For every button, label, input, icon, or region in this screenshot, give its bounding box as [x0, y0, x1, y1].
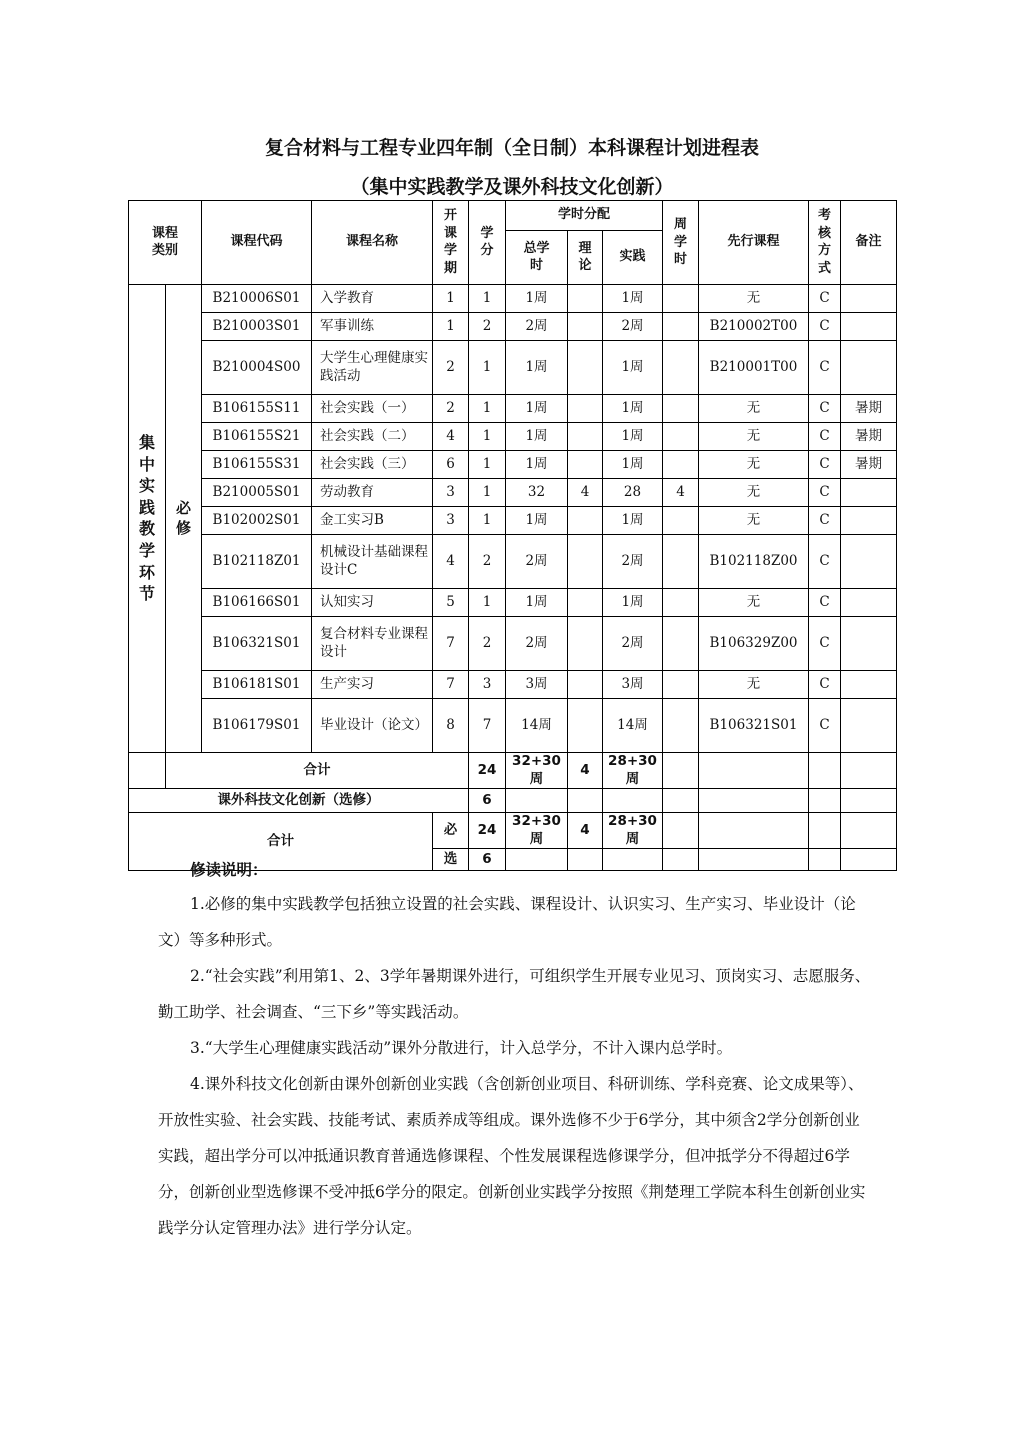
course-code-cell: B106155S21: [202, 423, 312, 451]
total-hours-cell: 1周: [506, 341, 568, 395]
remark-cell: [841, 341, 897, 395]
course-name-cell: 金工实习B: [312, 507, 433, 535]
course-code-cell: B106181S01: [202, 671, 312, 699]
header-weekly-hours: 周学时: [663, 201, 699, 285]
table-row: [129, 451, 897, 479]
theory-hours-cell: [568, 313, 603, 341]
weekly-hours-cell: [663, 423, 699, 451]
exam-method-cell: C: [809, 341, 841, 395]
practice-hours-cell: 2周: [603, 313, 663, 341]
credit-cell: 7: [469, 699, 506, 753]
theory-hours-cell: [568, 341, 603, 395]
practice-hours-cell: 2周: [603, 535, 663, 589]
course-code-cell: B106155S11: [202, 395, 312, 423]
header-practice: 实践: [603, 231, 663, 285]
subtotal-total: 32+30周: [506, 753, 568, 789]
exam-method-cell: C: [809, 617, 841, 671]
theory-hours-cell: [568, 507, 603, 535]
exam-method-cell: C: [809, 423, 841, 451]
total-hours-cell: 32: [506, 479, 568, 507]
course-name-cell: 入学教育: [312, 285, 433, 313]
credit-cell: 1: [469, 423, 506, 451]
table-row: [129, 671, 897, 699]
course-name-cell: 认知实习: [312, 589, 433, 617]
practice-hours-cell: 1周: [603, 423, 663, 451]
exam-method-cell: C: [809, 395, 841, 423]
prerequisite-cell: 无: [699, 479, 809, 507]
practice-hours-cell: 1周: [603, 341, 663, 395]
remark-cell: 暑期: [841, 423, 897, 451]
total-hours-cell: 2周: [506, 313, 568, 341]
semester-cell: 5: [433, 589, 469, 617]
credit-cell: 1: [469, 395, 506, 423]
semester-cell: 2: [433, 341, 469, 395]
note-item: 3.“大学生心理健康实践活动”课外分散进行，计入总学分，不计入课内总学时。: [190, 1039, 733, 1057]
notes-title: 修读说明：: [190, 861, 268, 879]
header-theory: 理论: [568, 231, 603, 285]
remark-cell: [841, 617, 897, 671]
grand-opt-credit: 6: [469, 849, 506, 871]
semester-cell: 3: [433, 507, 469, 535]
table-row: [129, 423, 897, 451]
exam-method-cell: C: [809, 313, 841, 341]
weekly-hours-cell: [663, 507, 699, 535]
theory-hours-cell: [568, 535, 603, 589]
credit-cell: 2: [469, 313, 506, 341]
practice-hours-cell: 1周: [603, 285, 663, 313]
practice-hours-cell: 14周: [603, 699, 663, 753]
course-code-cell: B106155S31: [202, 451, 312, 479]
header-semester: 开课学期: [433, 201, 469, 285]
weekly-hours-cell: [663, 451, 699, 479]
table-row: [129, 285, 897, 313]
total-hours-cell: 1周: [506, 395, 568, 423]
category-main-cell: 集中实践教学环节: [129, 285, 166, 753]
note-item: 1.必修的集中实践教学包括独立设置的社会实践、课程设计、认识实习、生产实习、毕业设计（论文）等多种形式。: [158, 895, 856, 949]
total-hours-cell: 1周: [506, 451, 568, 479]
course-name-cell: 复合材料专业课程设计: [312, 617, 433, 671]
extra-curricular-row: [129, 789, 897, 813]
document-subtitle: （集中实践教学及课外科技文化创新）: [350, 176, 674, 198]
exam-method-cell: C: [809, 451, 841, 479]
credit-cell: 3: [469, 671, 506, 699]
semester-cell: 7: [433, 617, 469, 671]
notes-body: [158, 886, 872, 1246]
course-code-cell: B106179S01: [202, 699, 312, 753]
prerequisite-cell: B106329Z00: [699, 617, 809, 671]
course-plan-table: [128, 200, 897, 871]
theory-hours-cell: [568, 395, 603, 423]
practice-hours-cell: 1周: [603, 589, 663, 617]
subtotal-theory: 4: [568, 753, 603, 789]
semester-cell: 2: [433, 395, 469, 423]
extra-credit: 6: [469, 789, 506, 813]
course-code-cell: B102002S01: [202, 507, 312, 535]
credit-cell: 2: [469, 535, 506, 589]
theory-hours-cell: [568, 617, 603, 671]
total-hours-cell: 3周: [506, 671, 568, 699]
exam-method-cell: C: [809, 589, 841, 617]
semester-cell: 4: [433, 423, 469, 451]
practice-hours-cell: 28: [603, 479, 663, 507]
semester-cell: 1: [433, 285, 469, 313]
theory-hours-cell: [568, 423, 603, 451]
note-item: 2.“社会实践”利用第1、2、3学年暑期课外进行，可组织学生开展专业见习、顶岗实习、志愿服务、勤工助学、社会调查、“三下乡”等实践活动。: [158, 967, 871, 1021]
theory-hours-cell: [568, 671, 603, 699]
credit-cell: 1: [469, 451, 506, 479]
prerequisite-cell: B106321S01: [699, 699, 809, 753]
semester-cell: 8: [433, 699, 469, 753]
prerequisite-cell: B210001T00: [699, 341, 809, 395]
course-name-cell: 社会实践（二）: [312, 423, 433, 451]
subtotal-credit: 24: [469, 753, 506, 789]
header-prereq: 先行课程: [699, 201, 809, 285]
credit-cell: 1: [469, 589, 506, 617]
remark-cell: [841, 313, 897, 341]
remark-cell: 暑期: [841, 395, 897, 423]
exam-method-cell: C: [809, 535, 841, 589]
grand-total-label: 合计: [129, 813, 433, 871]
practice-hours-cell: 1周: [603, 451, 663, 479]
prerequisite-cell: 无: [699, 423, 809, 451]
prerequisite-cell: 无: [699, 671, 809, 699]
weekly-hours-cell: [663, 341, 699, 395]
grand-req-total: 32+30周: [506, 813, 568, 849]
table-row: [129, 617, 897, 671]
header-category: 课程类别: [129, 201, 202, 285]
grand-total-required-row: [129, 813, 897, 849]
semester-cell: 1: [433, 313, 469, 341]
course-name-cell: 军事训练: [312, 313, 433, 341]
remark-cell: [841, 671, 897, 699]
semester-cell: 6: [433, 451, 469, 479]
note-item: 4.课外科技文化创新由课外创新创业实践（含创新创业项目、科研训练、学科竞赛、论文成果等）、开放性实验、社会实践、技能考试、素质养成等组成。课外选修不少于6学分，其中须含2学分创新创业实践，超出学分可以冲抵通识教育普通选修课程、个性发展课程选修课学分，但冲抵学分不得超过6学分，创新创业型选修课不受冲抵6学分的限定。创新创业实践学分按照《荆楚理工学院本科生创新创业实践学分认定管理办法》进行学分认定。: [158, 1075, 866, 1237]
prerequisite-cell: B210002T00: [699, 313, 809, 341]
header-remark: 备注: [841, 201, 897, 285]
theory-hours-cell: 4: [568, 479, 603, 507]
course-name-cell: 毕业设计（论文）: [312, 699, 433, 753]
table-row: [129, 589, 897, 617]
prerequisite-cell: 无: [699, 395, 809, 423]
table-row: [129, 507, 897, 535]
weekly-hours-cell: [663, 535, 699, 589]
exam-method-cell: C: [809, 507, 841, 535]
prerequisite-cell: 无: [699, 507, 809, 535]
grand-req-theory: 4: [568, 813, 603, 849]
prerequisite-cell: 无: [699, 589, 809, 617]
exam-method-cell: C: [809, 699, 841, 753]
course-code-cell: B102118Z01: [202, 535, 312, 589]
total-hours-cell: 2周: [506, 535, 568, 589]
header-code: 课程代码: [202, 201, 312, 285]
remark-cell: [841, 285, 897, 313]
header-exam: 考核方式: [809, 201, 841, 285]
practice-hours-cell: 1周: [603, 395, 663, 423]
extra-label: 课外科技文化创新（选修）: [129, 789, 469, 813]
credit-cell: 1: [469, 507, 506, 535]
theory-hours-cell: [568, 451, 603, 479]
course-code-cell: B210005S01: [202, 479, 312, 507]
course-code-cell: B210004S00: [202, 341, 312, 395]
table-body: [129, 201, 897, 871]
weekly-hours-cell: [663, 285, 699, 313]
document-title: 复合材料与工程专业四年制（全日制）本科课程计划进程表: [264, 137, 759, 159]
practice-hours-cell: 3周: [603, 671, 663, 699]
course-name-cell: 生产实习: [312, 671, 433, 699]
header-total-hours: 总学时: [506, 231, 568, 285]
prerequisite-cell: 无: [699, 285, 809, 313]
table-row: [129, 535, 897, 589]
course-name-cell: 社会实践（一）: [312, 395, 433, 423]
theory-hours-cell: [568, 285, 603, 313]
theory-hours-cell: [568, 589, 603, 617]
credit-cell: 2: [469, 617, 506, 671]
prerequisite-cell: 无: [699, 451, 809, 479]
grand-req-label: 必: [433, 813, 469, 849]
table-row: [129, 395, 897, 423]
course-name-cell: 大学生心理健康实践活动: [312, 341, 433, 395]
grand-req-practice: 28+30周: [603, 813, 663, 849]
header-credit: 学分: [469, 201, 506, 285]
total-hours-cell: 14周: [506, 699, 568, 753]
theory-hours-cell: [568, 699, 603, 753]
header-hours-group: 学时分配: [506, 201, 663, 231]
weekly-hours-cell: [663, 589, 699, 617]
remark-cell: [841, 699, 897, 753]
course-name-cell: 劳动教育: [312, 479, 433, 507]
table-row: [129, 699, 897, 753]
weekly-hours-cell: 4: [663, 479, 699, 507]
remark-cell: [841, 589, 897, 617]
subtotal-label: 合计: [166, 753, 469, 789]
weekly-hours-cell: [663, 313, 699, 341]
course-name-cell: 机械设计基础课程设计C: [312, 535, 433, 589]
course-code-cell: B106166S01: [202, 589, 312, 617]
total-hours-cell: 1周: [506, 285, 568, 313]
weekly-hours-cell: [663, 699, 699, 753]
course-name-cell: 社会实践（三）: [312, 451, 433, 479]
total-hours-cell: 1周: [506, 423, 568, 451]
table-row: [129, 341, 897, 395]
credit-cell: 1: [469, 341, 506, 395]
remark-cell: 暑期: [841, 451, 897, 479]
credit-cell: 1: [469, 285, 506, 313]
exam-method-cell: C: [809, 671, 841, 699]
grand-req-credit: 24: [469, 813, 506, 849]
practice-hours-cell: 2周: [603, 617, 663, 671]
subtotal-row: [129, 753, 897, 789]
exam-method-cell: C: [809, 285, 841, 313]
remark-cell: [841, 535, 897, 589]
prerequisite-cell: B102118Z00: [699, 535, 809, 589]
total-hours-cell: 2周: [506, 617, 568, 671]
subtotal-practice: 28+30周: [603, 753, 663, 789]
weekly-hours-cell: [663, 395, 699, 423]
header-name: 课程名称: [312, 201, 433, 285]
exam-method-cell: C: [809, 479, 841, 507]
course-code-cell: B106321S01: [202, 617, 312, 671]
semester-cell: 4: [433, 535, 469, 589]
total-hours-cell: 1周: [506, 589, 568, 617]
remark-cell: [841, 507, 897, 535]
course-code-cell: B210003S01: [202, 313, 312, 341]
weekly-hours-cell: [663, 671, 699, 699]
course-code-cell: B210006S01: [202, 285, 312, 313]
total-hours-cell: 1周: [506, 507, 568, 535]
table-row: [129, 479, 897, 507]
credit-cell: 1: [469, 479, 506, 507]
table-row: [129, 313, 897, 341]
grand-opt-label: 选: [433, 849, 469, 871]
semester-cell: 3: [433, 479, 469, 507]
semester-cell: 7: [433, 671, 469, 699]
header-row-1: [129, 201, 897, 231]
practice-hours-cell: 1周: [603, 507, 663, 535]
weekly-hours-cell: [663, 617, 699, 671]
category-sub-cell: 必修: [166, 285, 202, 753]
remark-cell: [841, 479, 897, 507]
